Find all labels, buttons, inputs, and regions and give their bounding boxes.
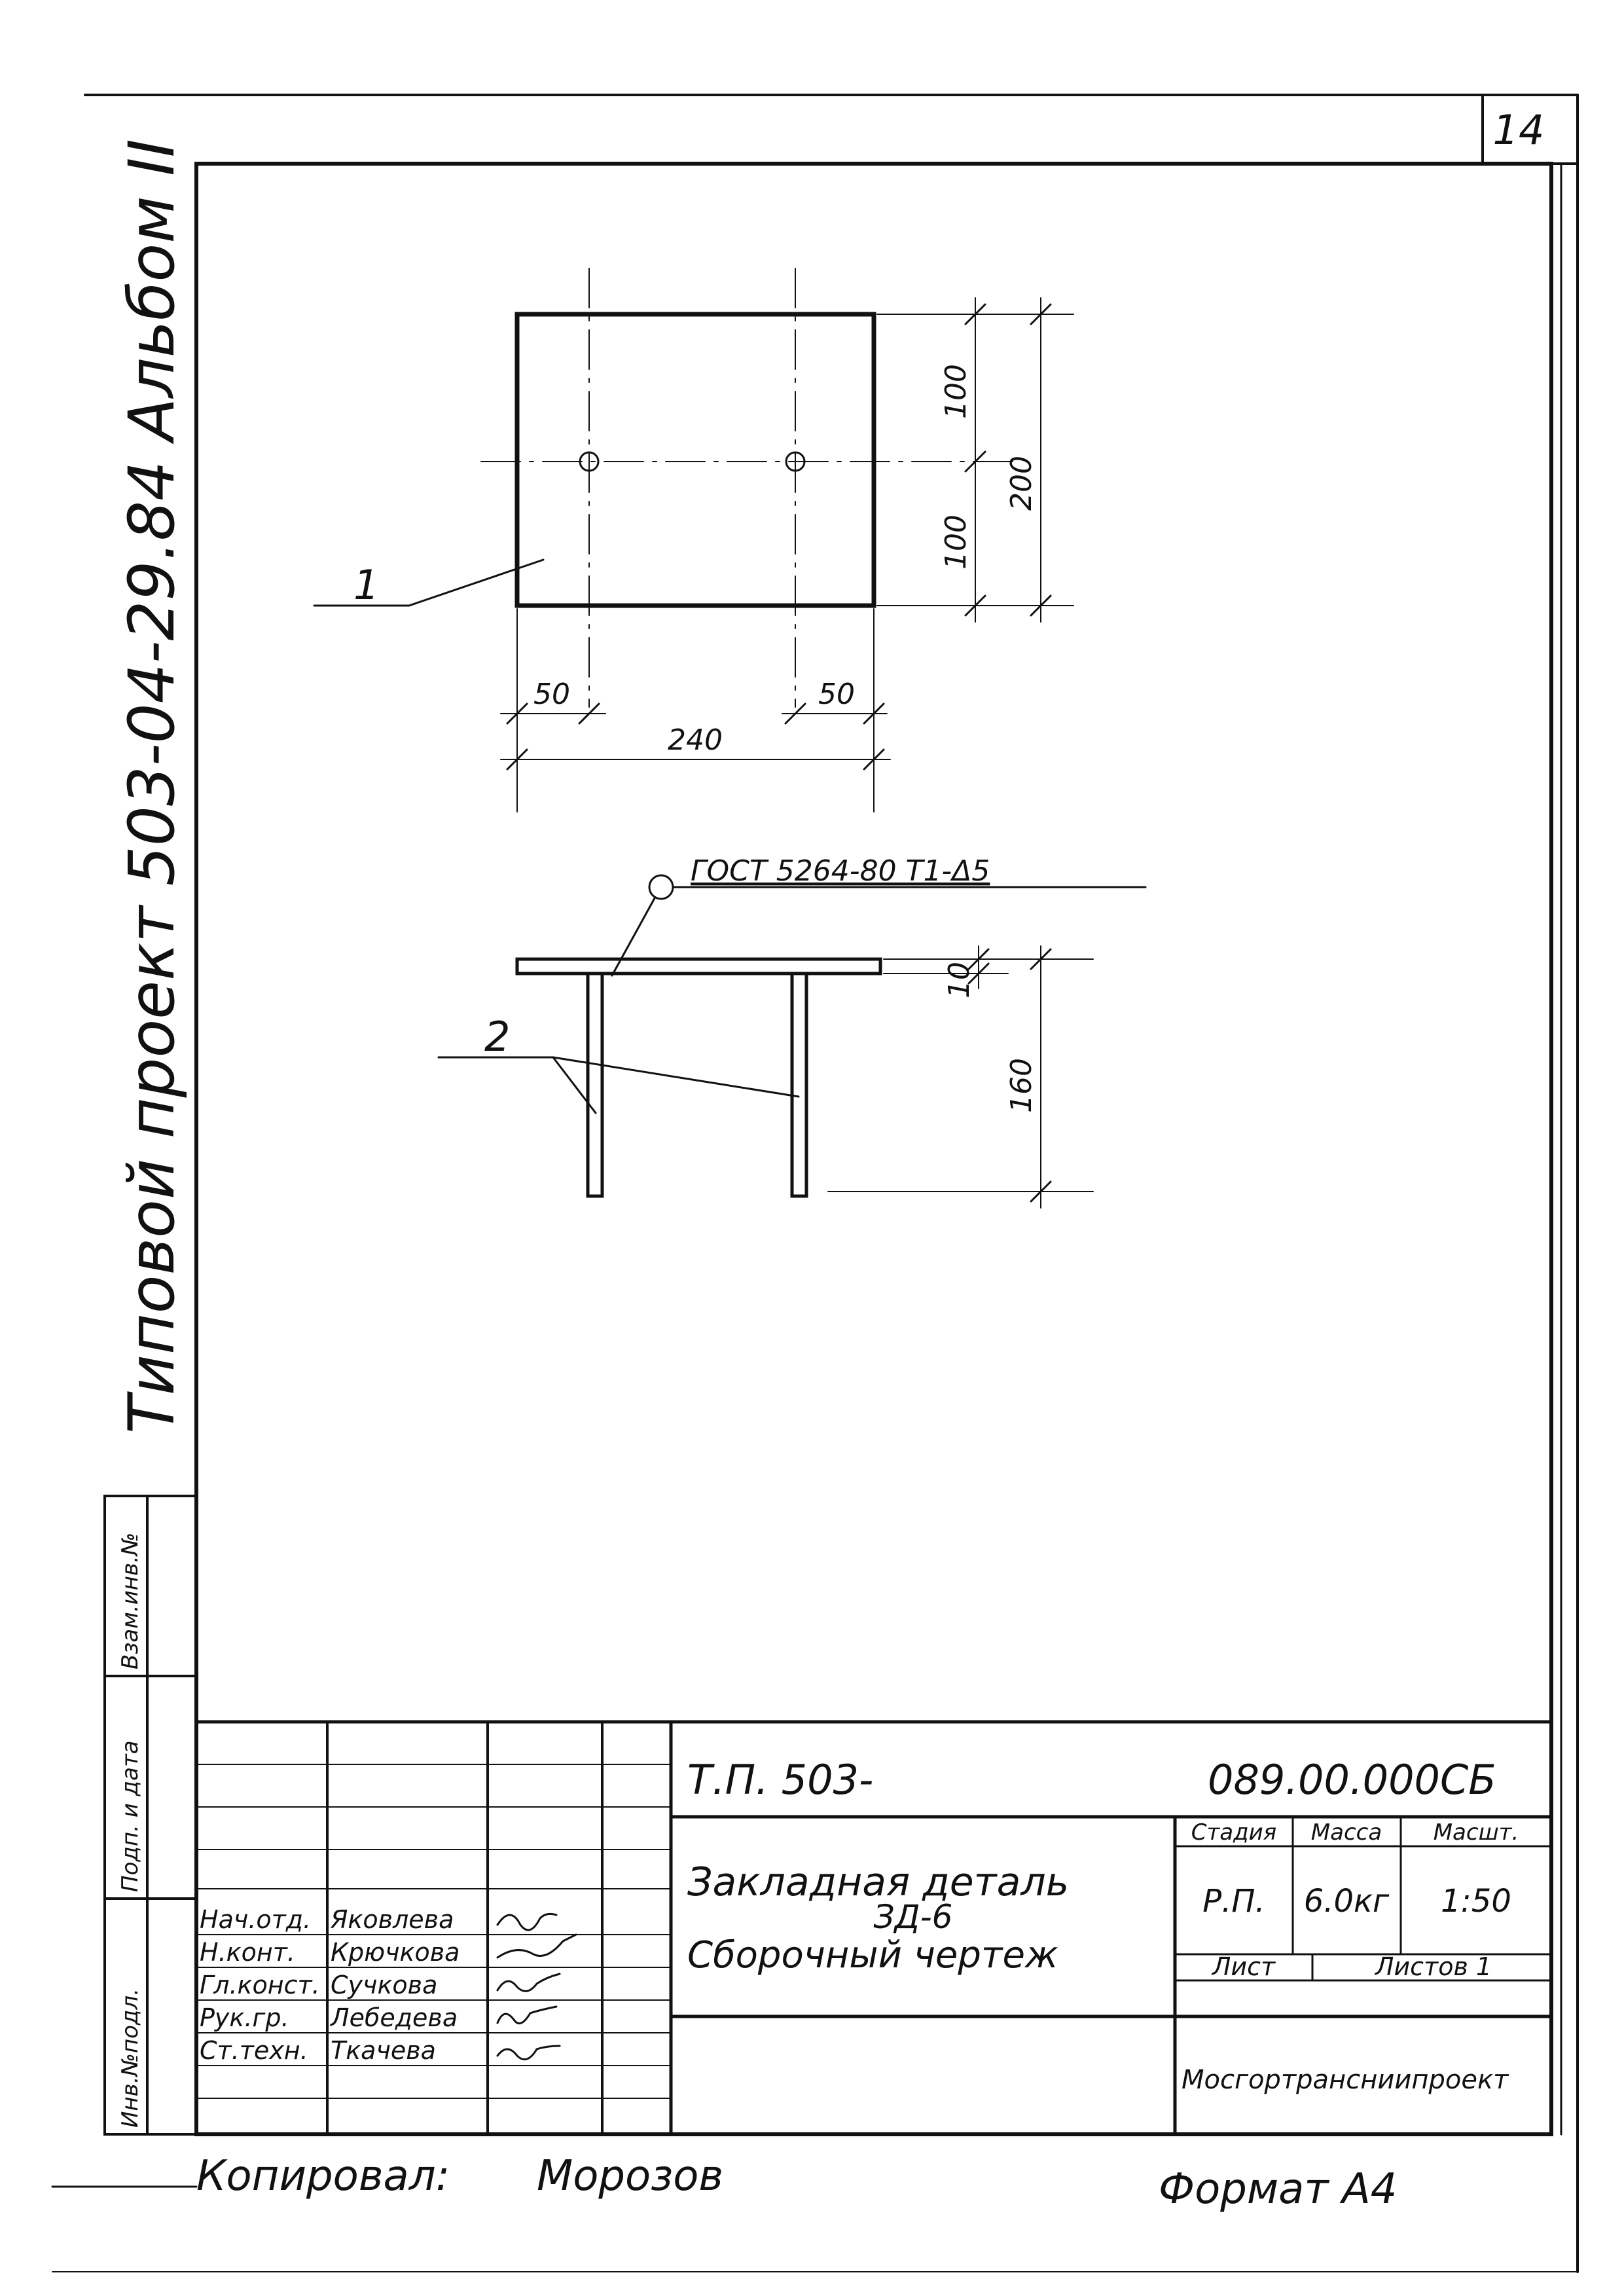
replace-inv-label: Взам.инв.№ — [117, 1532, 143, 1669]
sig-name-1: Яковлева — [331, 1905, 454, 1934]
position-1-label: 1 — [353, 561, 380, 609]
sig-role-2: Н.конт. — [200, 1938, 295, 1967]
title-block — [196, 1722, 1551, 2134]
sig-role-3: Гл.конст. — [200, 1971, 320, 1999]
copied-label: Копировал: — [196, 2152, 450, 2200]
sheet-number: 14 — [1492, 106, 1545, 154]
scale-value: 1:50 — [1441, 1883, 1511, 1920]
sign-date-label: Подп. и дата — [117, 1740, 143, 1892]
designation-left: Т.П. 503- — [687, 1756, 874, 1804]
section-view — [439, 854, 1146, 1208]
plate-section — [517, 959, 880, 974]
stage-value: Р.П. — [1202, 1883, 1265, 1920]
weld-note: ГОСТ 5264-80 Т1-Δ5 — [691, 854, 990, 888]
sig-name-4: Лебедева — [331, 2003, 458, 2032]
dim-right-offset: 50 — [818, 678, 855, 711]
stage-header: Стадия — [1191, 1819, 1277, 1846]
dim-total-height: 200 — [1005, 456, 1038, 511]
footer — [196, 2152, 1398, 2214]
copied-name: Морозов — [537, 2152, 724, 2200]
dim-plate: 10 — [943, 962, 976, 998]
designation-right: 089.00.000СБ — [1208, 1756, 1496, 1804]
dim-height: 160 — [1005, 1058, 1038, 1113]
dim-top-half: 100 — [939, 364, 973, 419]
sig-role-1: Нач.отд. — [200, 1905, 312, 1934]
sheet-label: Лист — [1212, 1952, 1276, 1981]
dim-left-offset: 50 — [533, 678, 570, 711]
signature-mark-3 — [497, 1974, 560, 1991]
mass-value: 6.0кг — [1303, 1883, 1390, 1920]
sig-name-3: Сучкова — [331, 1971, 438, 1999]
plan-view — [314, 268, 1074, 812]
name-line2: ЗД-6 — [873, 1898, 953, 1936]
sig-name-2: Крючкова — [331, 1938, 460, 1967]
left-stamp — [105, 1496, 196, 2134]
sig-name-5: Ткачева — [331, 2036, 436, 2065]
anchor-bar-right — [792, 974, 806, 1196]
position-2-label: 2 — [484, 1013, 511, 1061]
organization: Мосгортрансниипроект — [1182, 2065, 1509, 2095]
sig-role-5: Ст.техн. — [200, 2036, 308, 2065]
anchor-bar-left — [588, 974, 602, 1196]
name-line1: Закладная деталь — [687, 1859, 1070, 1905]
dim-bottom-half: 100 — [939, 515, 973, 570]
scale-header: Масшт. — [1433, 1819, 1519, 1846]
dim-total-width: 240 — [668, 723, 723, 757]
format-label: Формат А4 — [1159, 2165, 1398, 2214]
sig-role-4: Рук.гр. — [200, 2003, 289, 2032]
signature-mark-5 — [497, 2046, 560, 2060]
inv-number-label: Инв.№подл. — [117, 1988, 143, 2128]
sheets-label: Листов 1 — [1375, 1952, 1492, 1981]
side-title: Типовой проект 503-04-29.84 Альбом II — [115, 139, 189, 1434]
signature-mark-2 — [497, 1935, 576, 1958]
name-line3: Сборочный чертеж — [687, 1934, 1058, 1977]
mass-header: Масса — [1310, 1819, 1382, 1846]
signature-mark-4 — [497, 2007, 556, 2024]
weld-symbol-icon — [649, 875, 673, 899]
signature-mark-1 — [497, 1914, 556, 1930]
